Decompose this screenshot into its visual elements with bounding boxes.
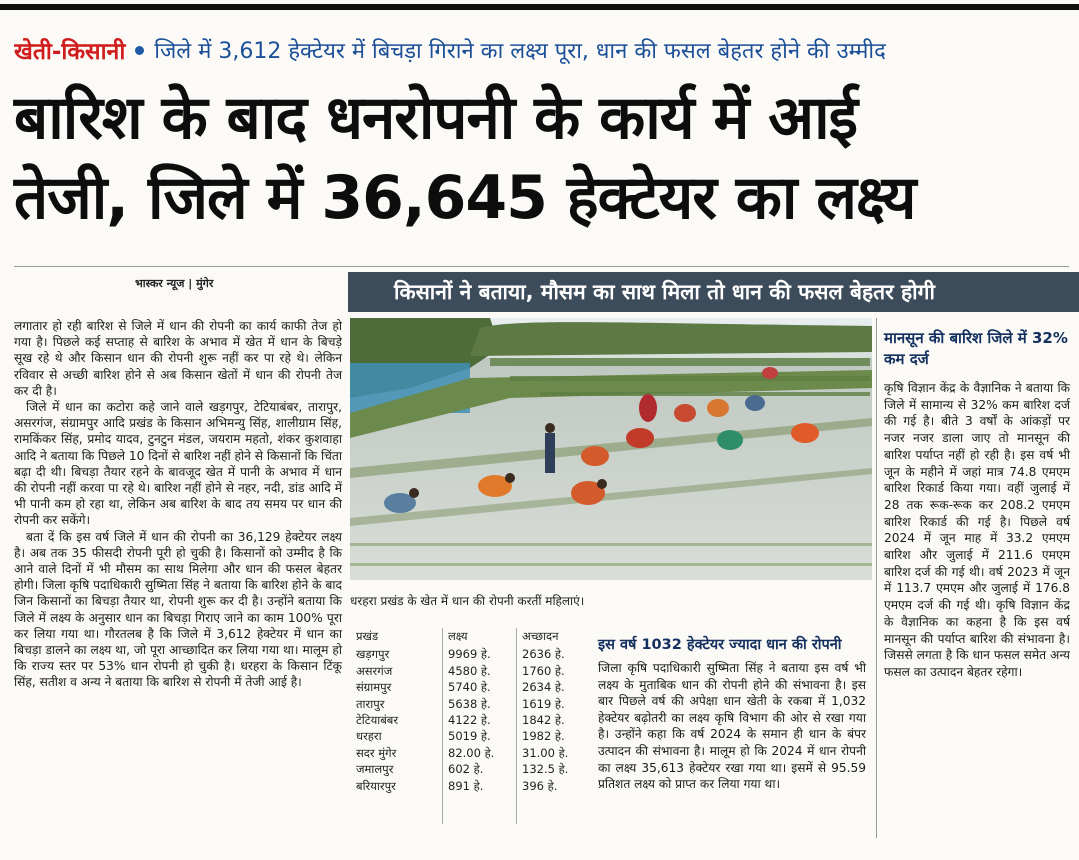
bullet-dot-icon — [135, 46, 144, 55]
table-row — [356, 761, 586, 777]
table-row — [356, 778, 586, 794]
top-border — [0, 4, 1079, 10]
right-column-text: कृषि विज्ञान केंद्र के वैज्ञानिक ने बताया कि जिले में सामान्य से 32% कम बारिश दर्ज की गई है। बीते 3 वर्षों के आंकड़ों पर नजर नजर डाला जाए तो मानसून की बारिश पर्याप्त नहीं हो रही है। इस वर्ष भी जून के महीने में जहां मात्र 74.8 एमएम बारिश रिकार्ड किया गया। वहीं जुलाई में 28 तक रूक-रूक कर 208.2 एमएम बारिश रिकार्ड की गई है। पिछले वर्ष 2024 में जून माह में 33.2 एमएम बारिश और जुलाई में 211.6 एमएम बारिश दर्ज की गई थी। वर्ष 2023 में जून में 113.7 एमएम और जुलाई में 176.8 एमएम दर्ज की गई थी। कृषि विज्ञान केंद्र के वैज्ञानिक का कहना है कि इस वर्ष मानसून की पर्याप्त बारिश की संभावना है। जिससे लगता है कि धान फसल समेत अन्य फसल का उत्पादन बेहतर रहेगा। — [884, 381, 1070, 679]
header-target: लक्ष्य — [448, 629, 468, 643]
photo-banner: किसानों ने बताया, मौसम का साथ मिला तो धान की फसल बेहतर होगी — [348, 272, 1079, 312]
table-cell: 1619 हे. — [522, 696, 565, 711]
table-cell: 5638 हे. — [448, 696, 491, 711]
table-cell: 4122 हे. — [448, 712, 491, 727]
byline: भास्कर न्यूज | मुंगेर — [135, 277, 214, 290]
kicker-line — [14, 30, 1069, 70]
table-cell: 2634 हे. — [522, 680, 565, 695]
table-cell: जमालपुर — [356, 762, 394, 777]
block-wise-table — [356, 628, 586, 794]
main-headline — [14, 78, 1074, 238]
left-column — [14, 318, 342, 691]
table-cell: 396 हे. — [522, 778, 558, 793]
table-cell: 1982 हे. — [522, 729, 565, 744]
headline-line-2: तेजी, जिले में 36,645 हेक्टेयर का लक्ष्य — [14, 163, 916, 233]
table-row — [356, 745, 586, 761]
middle-box-text: जिला कृषि पदाधिकारी सुष्मिता सिंह ने बताया इस वर्ष भी लक्ष्य के मुताबिक धान की रोपनी होने की संभावना है। इस बार पिछले वर्ष की अपेक्षा धान खेती के रकबा में 1,032 हेक्टेयर बढ़ोतरी का लक्ष्य कृषि विभाग की ओर से रखा गया है। उन्होंने कहा कि वर्ष 2024 के समान ही धान के बंपर उत्पादन की संभावना है। मालूम हो कि 2024 में धान रोपनी का लक्ष्य 35,613 हेक्टेयर रखा गया था। इसमें से 95.59 प्रतिशत लक्ष्य को प्राप्त कर लिया गया था। — [598, 661, 866, 792]
table-cell: 82.00 हे. — [448, 745, 495, 760]
table-row — [356, 712, 586, 728]
table-cell: तारापुर — [356, 696, 385, 711]
table-divider — [442, 628, 443, 824]
table-cell: 5740 हे. — [448, 680, 491, 695]
table-row — [356, 696, 586, 712]
paddy-field-photo — [350, 318, 872, 580]
table-cell: असरगंज — [356, 663, 393, 678]
table-cell: संग्रामपुर — [356, 680, 392, 695]
table-cell: 4580 हे. — [448, 663, 491, 678]
header-block: प्रखंड — [356, 629, 379, 643]
left-paragraph-3: बता दें कि इस वर्ष जिले में धान की रोपनी का 36,129 हेक्टेयर लक्ष्य है। अब तक 35 फीसदी रोपनी पूरी हो चुकी है। किसानों को उम्मीद है कि आने वाले दिनों में भी मौसम का साथ मिलेगा और धान की फसल बेहतर होगी। जिला कृषि पदाधिकारी सुष्मिता सिंह ने बताया कि बारिश होने के बाद जिन किसानों का बिचड़ा तैयार था, रोपनी शुरू कर दी है। उन्होंने बताया कि जिले में लक्ष्य के अनुसार धान का बिचड़ा गिराए जाने का काम 100% पूरा कर लिया गया था। गौरतलब है कि जिले में 3,612 हेक्टेयर में धान का बिचड़ा डालने का लक्ष्य था, जो पूरा आच्छादित कर लिया गया था। मालूम हो कि राज्य स्तर पर 53% धान रोपनी हो चुकी है। धरहरा के किसान टिंकू सिंह, सतीश व अन्य ने बताया कि बारिश से रोपनी में तेजी आई है। — [14, 529, 342, 690]
table-cell: 132.5 हे. — [522, 762, 569, 777]
table-cell: 602 हे. — [448, 762, 484, 777]
table-cell: 1842 हे. — [522, 712, 565, 727]
table-divider — [516, 628, 517, 824]
table-row — [356, 679, 586, 695]
table-row — [356, 663, 586, 679]
table-cell: 891 हे. — [448, 778, 484, 793]
left-paragraph-1: लगातार हो रही बारिश से जिले में धान की रोपनी का कार्य काफी तेज हो गया है। पिछले कई सप्ताह से बारिश के अभाव में खेत में धान के बिचड़े सूख रहे थे और किसान धान की रोपनी शुरू नहीं कर पा रहे थे। लेकिन रविवार से अच्छी बारिश होने से अब किसान खेतों में धान की रोपनी तेज कर दी है। — [14, 319, 342, 398]
table-cell: टेटियाबंबर — [356, 712, 399, 727]
photo-caption: धरहरा प्रखंड के खेत में धान की रोपनी करतीं महिलाएं। — [350, 594, 585, 608]
table-row — [356, 728, 586, 744]
table-cell: बरियारपुर — [356, 778, 396, 793]
middle-box-heading: इस वर्ष 1032 हेक्टेयर ज्यादा धान की रोपनी — [598, 637, 842, 653]
kicker-subhead: जिले में 3,612 हेक्टेयर में बिचड़ा गिराने का लक्ष्य पूरा, धान की फसल बेहतर होने की उम्मीद — [154, 39, 886, 64]
column-divider — [876, 318, 877, 838]
headline-line-1: बारिश के बाद धनरोपनी के कार्य में आई — [14, 83, 857, 153]
table-row — [356, 646, 586, 662]
right-column-heading: मानसून की बारिश जिले में 32% कम दर्ज — [884, 329, 1068, 368]
table-cell: सदर मुंगेर — [356, 745, 397, 760]
left-paragraph-2: जिले में धान का कटोरा कहे जाने वाले खड़गपुर, टेटियाबंबर, तारापुर, असरगंज, संग्रामपुर आदि प्रखंड के किसान अभिमन्यु सिंह, शालीग्राम सिंह, रामकिंकर सिंह, प्रमोद यादव, टुनटुन मंडल, जयराम महतो, शंकर कुशवाहा आदि ने बताया कि पिछले 10 दिनों से बारिश नहीं होने से किसानों कि चिंता बढ़ा दी थी। बिचड़ा तैयार रहने के बावजूद खेत में पानी के अभाव में धान की रोपनी नहीं करवा पा रहे थे। बारिश नहीं होने से नहर, नदी, डांड आदि में भी पानी कम हो रहा था, लेकिन अब बारिश के बाद तय समय पर धान की रोपनी कर सकेंगे। — [14, 400, 342, 528]
table-cell: 9969 हे. — [448, 647, 491, 662]
section-tag: खेती-किसानी — [14, 39, 126, 65]
table-cell: 5019 हे. — [448, 729, 491, 744]
table-cell: खड़गपुर — [356, 647, 390, 662]
table-header — [356, 628, 586, 644]
table-cell: 1760 हे. — [522, 663, 565, 678]
header-coverage: अच्छादन — [522, 629, 559, 643]
table-cell: 2636 हे. — [522, 647, 565, 662]
table-cell: धरहरा — [356, 729, 382, 744]
table-cell: 31.00 हे. — [522, 745, 569, 760]
headline-divider — [14, 266, 1069, 267]
